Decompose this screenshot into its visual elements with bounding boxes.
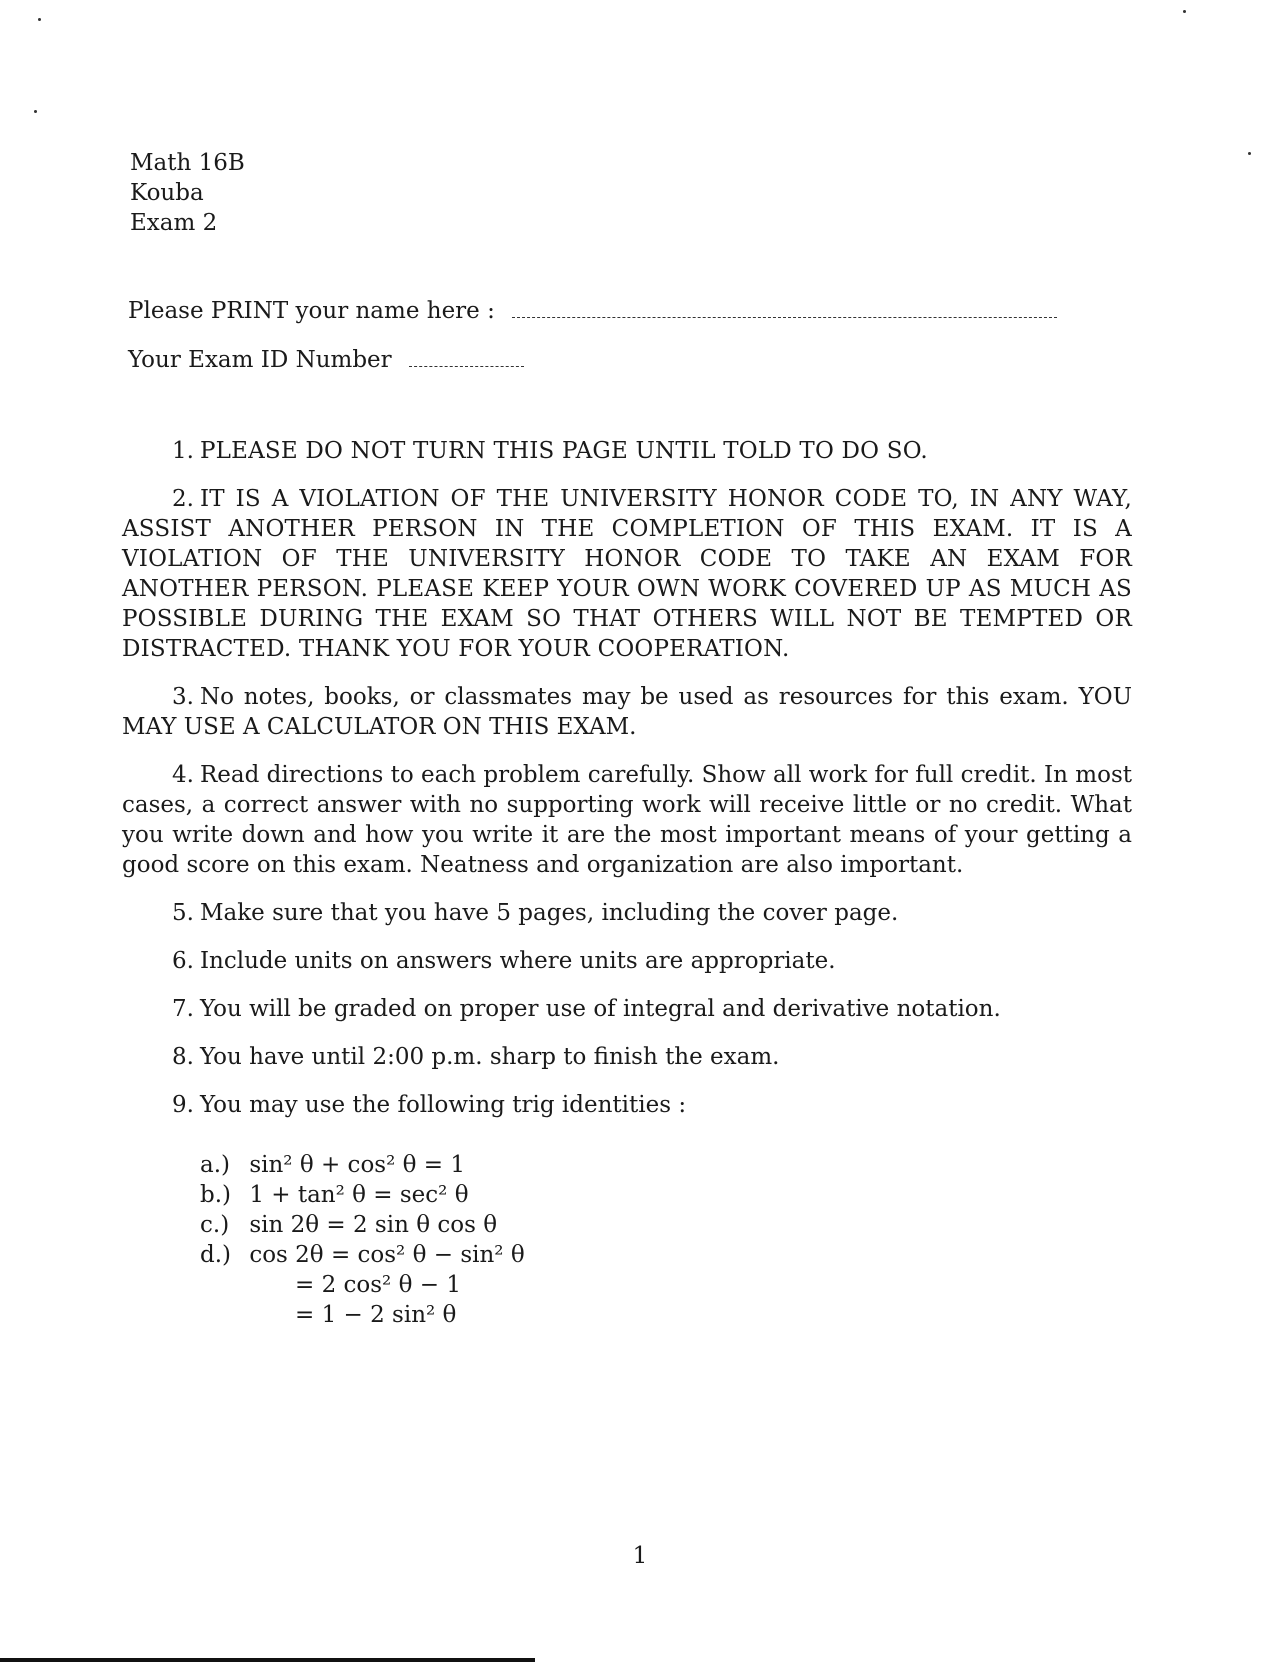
instruction-item — [122, 436, 1132, 466]
exam-id-field-row — [128, 347, 524, 373]
exam-id-field-label: Your Exam ID Number — [128, 347, 392, 373]
identity-expression: sin² θ + cos² θ = 1 — [249, 1152, 465, 1178]
instruction-number: 2. — [172, 486, 194, 512]
identity-b — [200, 1180, 525, 1210]
identity-label: b.) — [200, 1182, 232, 1208]
instruction-number: 8. — [172, 1044, 194, 1070]
identity-d-continuation: = 1 − 2 sin² θ — [295, 1302, 457, 1328]
instruction-number: 9. — [172, 1092, 194, 1118]
trig-identities — [200, 1150, 525, 1330]
scan-speck — [38, 18, 41, 21]
name-field-blank[interactable] — [512, 305, 1057, 318]
exam-id-field-blank[interactable] — [409, 354, 524, 367]
instruction-number: 4. — [172, 762, 194, 788]
instruction-text: No notes, books, or classmates may be used as resources for this exam. YOU MAY USE A CALCULATOR ON THIS EXAM. — [122, 684, 1132, 740]
instruction-item — [122, 1042, 1132, 1072]
instruction-text: You may use the following trig identities : — [199, 1092, 687, 1118]
identity-expression: 1 + tan² θ = sec² θ — [249, 1182, 469, 1208]
header-block — [130, 148, 245, 238]
identity-expression: cos 2θ = cos² θ − sin² θ — [249, 1242, 525, 1268]
identity-label: c.) — [200, 1212, 230, 1238]
instruction-number: 7. — [172, 996, 194, 1022]
instruction-item — [122, 1090, 1132, 1120]
instruction-item — [122, 484, 1132, 664]
instruction-text: Read directions to each problem carefully. Show all work for full credit. In most cases, a correct answer with no supporting work will receive little or no credit. What you write down and how you write it are the most important means of your getting a good score on this exam. Neatness and organization are also important. — [122, 762, 1132, 878]
identity-d-continuation: = 2 cos² θ − 1 — [295, 1272, 461, 1298]
instruction-number: 3. — [172, 684, 194, 710]
instruction-number: 6. — [172, 948, 194, 974]
instruction-item — [122, 994, 1132, 1024]
instruction-item — [122, 760, 1132, 880]
instruction-text: You have until 2:00 p.m. sharp to finish the exam. — [199, 1044, 780, 1070]
scan-speck — [1183, 10, 1186, 13]
identity-expression: sin 2θ = 2 sin θ cos θ — [249, 1212, 498, 1238]
identity-label: a.) — [200, 1152, 230, 1178]
instruction-number: 5. — [172, 900, 194, 926]
instruction-text: Make sure that you have 5 pages, including the cover page. — [199, 900, 899, 926]
scan-speck — [34, 110, 37, 113]
instruction-text: You will be graded on proper use of integral and derivative notation. — [199, 996, 1001, 1022]
identity-a — [200, 1150, 525, 1180]
instructions-list — [122, 436, 1132, 1138]
identity-d — [200, 1240, 525, 1270]
instruction-text: PLEASE DO NOT TURN THIS PAGE UNTIL TOLD TO DO SO. — [199, 438, 928, 464]
exam-title: Exam 2 — [130, 210, 218, 236]
page-number: 1 — [632, 1543, 648, 1569]
identity-label: d.) — [200, 1242, 232, 1268]
instruction-item — [122, 946, 1132, 976]
instruction-item — [122, 682, 1132, 742]
instruction-text: IT IS A VIOLATION OF THE UNIVERSITY HONOR CODE TO, IN ANY WAY, ASSIST ANOTHER PERSON IN THE COMPLETION OF THIS EXAM. IT IS A VIOLATION OF THE UNIVERSITY HONOR CODE TO TAKE AN EXAM FOR ANOTHER PERSON. PLEASE KEEP YOUR OWN WORK COVERED UP AS MUCH AS POSSIBLE DURING THE EXAM SO THAT OTHERS WILL NOT BE TEMPTED OR DISTRACTED. THANK YOU FOR YOUR COOPERATION. — [122, 486, 1132, 662]
name-field-label: Please PRINT your name here : — [128, 298, 495, 324]
instructor-name: Kouba — [130, 180, 204, 206]
name-field-row — [128, 298, 1057, 324]
scan-speck — [1248, 152, 1251, 155]
instruction-item — [122, 898, 1132, 928]
course-title: Math 16B — [130, 150, 245, 176]
instruction-text: Include units on answers where units are appropriate. — [199, 948, 836, 974]
scan-edge-mark — [0, 1658, 535, 1662]
identity-c — [200, 1210, 525, 1240]
instruction-number: 1. — [172, 438, 194, 464]
